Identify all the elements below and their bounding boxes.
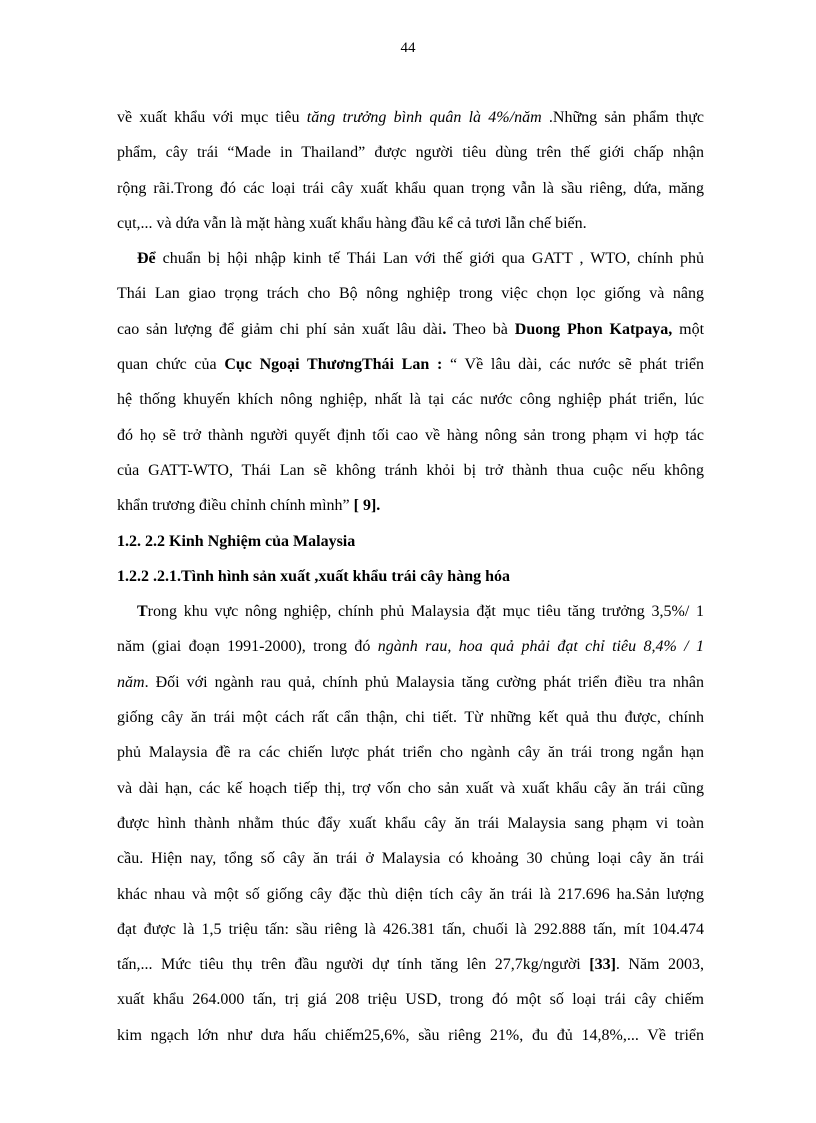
text-line: tấn,... Mức tiêu thụ trên đầu người dự tính tăng lên 27,7kg/người [33]. Năm 2003,: [117, 956, 704, 974]
citation: [33]: [589, 956, 616, 974]
text-line: về xuất khẩu với mục tiêu tăng trưởng bình quân là 4%/năm .Những sản phẩm thực: [117, 109, 704, 126]
text-line: và dài hạn, các kế hoạch tiếp thị, trợ vốn cho sản xuất và xuất khẩu cây ăn trái cũng: [117, 779, 704, 797]
document-body: [117, 100, 704, 1053]
page-number: 44: [400, 40, 416, 56]
text-line: kim ngạch lớn như dưa hấu chiếm25,6%, sầu riêng 21%, đu đủ 14,8%,... Về triển: [117, 1026, 704, 1044]
text-line: rộng rãi.Trong đó các loại trái cây xuất khẩu quan trọng vẫn là sầu riêng, dứa, măng: [117, 179, 704, 197]
text-line: xuất khẩu 264.000 tấn, trị giá 208 triệu USD, trong đó một số loại trái cây chiếm: [117, 991, 704, 1009]
text-line: Để chuẩn bị hội nhập kinh tế Thái Lan với thế giới qua GATT , WTO, chính phủ: [137, 250, 704, 268]
text-line: hệ thống khuyến khích nông nghiệp, nhất là tại các nước công nghiệp phát triển, lúc: [117, 391, 704, 409]
text-line: cụt,... và dứa vẫn là mặt hàng xuất khẩu hàng đầu kể cả tươi lẫn chế biến.: [117, 214, 587, 232]
subsection-heading: 1.2.2 .2.1.Tình hình sản xuất ,xuất khẩu trái cây hàng hóa: [117, 567, 510, 585]
bold-initial: T: [137, 603, 148, 621]
paragraph-thailand-integration: [117, 241, 704, 523]
bold-name: Duong Phon Katpaya,: [514, 320, 673, 338]
text-line: cầu. Hiện nay, tổng số cây ăn trái ở Malaysia có khoảng 30 chủng loại cây ăn trái: [117, 850, 704, 868]
italic-text: tăng trưởng bình quân là 4%/năm: [306, 109, 542, 126]
text-line: năm (giai đoạn 1991-2000), trong đó ngành rau, hoa quả phải đạt chỉ tiêu 8,4% / 1: [117, 638, 704, 656]
text-line: năm. Đối với ngành rau quả, chính phủ Malaysia tăng cường phát triển điều tra nhân: [117, 673, 704, 691]
text-line: khác nhau và một số giống cây đặc thù diện tích cây ăn trái là 217.696 ha.Sản lượng: [117, 885, 704, 903]
text-line: khẩn trương điều chỉnh chính mình” [ 9].: [117, 497, 381, 515]
paragraph-malaysia: [117, 594, 704, 1053]
bold-initial: Để: [137, 250, 156, 268]
text-line: cao sản lượng để giảm chi phí sản xuất lâu dài. Theo bà Duong Phon Katpaya, một: [117, 320, 705, 338]
italic-text: ngành rau, hoa quả phải đạt chỉ tiêu 8,4% / 1: [377, 638, 704, 656]
text-line: Trong khu vực nông nghiệp, chính phủ Malaysia đặt mục tiêu tăng trưởng 3,5%/ 1: [137, 603, 704, 621]
bold-agency: Cục Ngoại ThươngThái Lan :: [224, 356, 443, 374]
text-line: Thái Lan giao trọng trách cho Bộ nông nghiệp trong việc chọn lọc giống và nâng: [117, 285, 704, 303]
citation: [ 9].: [353, 497, 381, 515]
text-line: của GATT-WTO, Thái Lan sẽ không tránh khỏi bị trở thành thua cuộc nếu không: [117, 461, 704, 479]
text-line: giống cây ăn trái một cách rất cẩn thận, chi tiết. Từ những kết quả thu được, chính: [117, 709, 704, 727]
text-line: đạt được là 1,5 triệu tấn: sầu riêng là 426.381 tấn, chuối là 292.888 tấn, mít 104.474: [117, 920, 704, 938]
paragraph-thailand-export: [117, 100, 704, 241]
text-line: quan chức của Cục Ngoại ThươngThái Lan : “ Về lâu dài, các nước sẽ phát triển: [117, 356, 705, 374]
text-line: đó họ sẽ trở thành người quyết định tối cao về hàng nông sản trong phạm vi hợp tác: [117, 426, 704, 444]
text-line: được hình thành nhằm thúc đẩy xuất khẩu cây ăn trái Malaysia sang phạm vi toàn: [117, 814, 704, 832]
text-line: phủ Malaysia đề ra các chiến lược phát triển cho ngành cây ăn trái trong ngắn hạn: [117, 744, 704, 762]
section-heading: 1.2. 2.2 Kinh Nghiệm của Malaysia: [117, 532, 356, 550]
text-line: phẩm, cây trái “Made in Thailand” được người tiêu dùng trên thế giới chấp nhận: [117, 144, 704, 162]
italic-text: năm: [117, 673, 145, 691]
